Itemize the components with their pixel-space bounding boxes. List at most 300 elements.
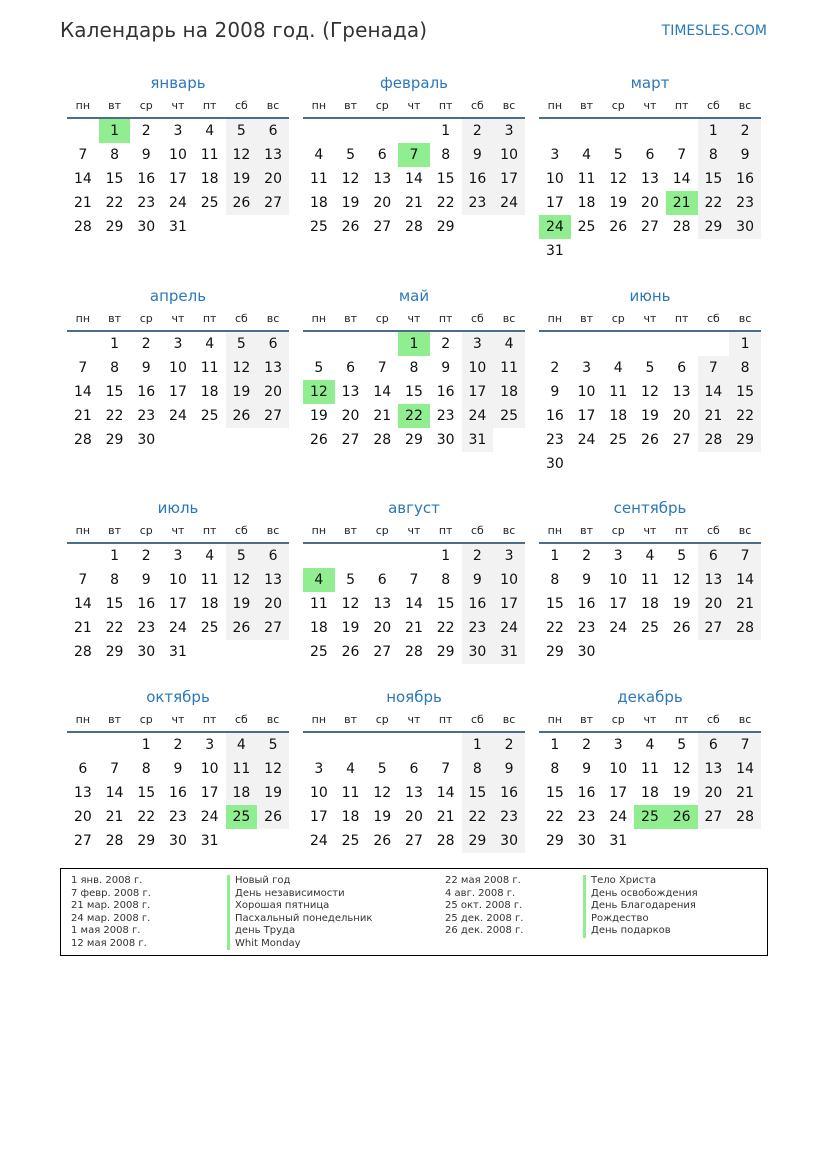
legend-date: 24 мар. 2008 г. [71, 912, 151, 924]
weekday-label: пт [438, 99, 453, 112]
day-cell: 6 [377, 572, 387, 588]
day-cell: 8 [550, 761, 560, 777]
day-cell: 4 [582, 147, 592, 163]
day-cell: 12 [672, 761, 691, 777]
day-cell: 28 [73, 219, 92, 235]
day-cell: 22 [105, 195, 124, 211]
empty-day-cell [226, 428, 258, 452]
week-row [539, 428, 761, 452]
day-cell: 16 [462, 592, 494, 616]
empty-day-cell [67, 733, 99, 757]
day-cell: 11 [200, 360, 219, 376]
day-cell: 20 [672, 408, 691, 424]
day-cell: 30 [137, 219, 156, 235]
day-cell: 17 [462, 380, 494, 404]
weekday-label: вт [580, 99, 593, 112]
weekday-label: вс [502, 99, 516, 112]
day-cell: 29 [462, 829, 494, 853]
day-cell: 1 [141, 737, 151, 753]
empty-day-cell [194, 428, 226, 452]
day-cell: 10 [609, 572, 628, 588]
day-cell: 10 [493, 143, 525, 167]
day-cell: 27 [373, 219, 392, 235]
empty-day-cell [99, 733, 131, 757]
weekday-label: пн [75, 312, 91, 325]
legend-holiday-name: День независимости [235, 887, 345, 899]
weekday-label: вт [580, 524, 593, 537]
legend-date: 26 дек. 2008 г. [445, 925, 524, 936]
day-cell: 11 [577, 171, 596, 187]
weekday-label: чт [171, 312, 185, 325]
day-cell: 15 [462, 781, 494, 805]
day-cell: 12 [641, 384, 659, 400]
empty-day-cell [335, 544, 367, 568]
day-cell: 12 [672, 572, 691, 588]
day-cell: 11 [493, 356, 525, 380]
day-cell: 28 [729, 616, 761, 640]
weekday-label: вс [738, 312, 752, 325]
day-cell: 6 [645, 147, 655, 163]
weekday-label: пт [674, 312, 689, 325]
empty-day-cell [303, 733, 335, 757]
day-cell: 30 [577, 833, 596, 849]
week-row [67, 544, 289, 568]
day-cell: 26 [609, 219, 628, 235]
holiday-legend [60, 868, 768, 956]
month-2 [303, 73, 525, 239]
empty-day-cell [257, 829, 289, 853]
day-cell: 7 [78, 147, 88, 163]
week-row [67, 143, 289, 167]
empty-day-cell [226, 829, 258, 853]
week-row [303, 404, 525, 428]
day-cell: 8 [462, 757, 494, 781]
day-cell: 11 [641, 761, 659, 777]
weekday-label: сб [234, 713, 248, 726]
day-cell: 5 [226, 544, 258, 568]
day-cell: 10 [169, 360, 187, 376]
day-cell: 20 [373, 620, 392, 636]
day-cell: 1 [550, 548, 560, 564]
day-cell: 16 [493, 781, 525, 805]
day-cell: 6 [677, 360, 687, 376]
day-cell: 30 [545, 456, 564, 472]
day-cell: 29 [436, 644, 455, 660]
week-row [67, 733, 289, 757]
day-cell: 16 [577, 596, 596, 612]
day-cell: 16 [169, 785, 187, 801]
day-cell: 21 [405, 620, 423, 636]
day-cell: 20 [641, 195, 659, 211]
day-cell: 19 [341, 195, 360, 211]
day-cell: 14 [672, 171, 691, 187]
week-row [539, 167, 761, 191]
day-cell: 6 [257, 119, 289, 143]
empty-day-cell [67, 544, 99, 568]
week-row [67, 757, 289, 781]
day-cell: 24 [309, 833, 328, 849]
month-name: октябрь [146, 688, 210, 706]
day-cell: 3 [205, 737, 215, 753]
day-cell: 30 [577, 644, 596, 660]
week-row [539, 191, 761, 215]
weekday-label: чт [407, 99, 421, 112]
day-cell: 3 [314, 761, 324, 777]
weekday-label: пт [202, 713, 217, 726]
week-row [539, 544, 761, 568]
week-row [67, 568, 289, 592]
empty-day-cell [366, 544, 398, 568]
day-cell: 16 [577, 785, 596, 801]
weekday-label: ср [611, 312, 625, 325]
empty-day-cell [666, 239, 698, 263]
day-cell: 16 [137, 384, 156, 400]
week-row [67, 404, 289, 428]
day-cell: 15 [698, 167, 730, 191]
weekday-label: пт [202, 99, 217, 112]
weekday-label: ср [139, 312, 153, 325]
day-cell: 15 [545, 785, 564, 801]
weekday-label: сб [706, 713, 720, 726]
weekday-header [67, 522, 289, 544]
week-row [67, 356, 289, 380]
day-cell: 12 [257, 757, 289, 781]
day-cell: 17 [169, 384, 187, 400]
day-cell: 24 [169, 620, 187, 636]
weekday-header [303, 522, 525, 544]
month-name: февраль [379, 74, 449, 92]
week-row [539, 640, 761, 664]
weekday-header [303, 97, 525, 119]
site-link[interactable]: TIMESLES.COM [661, 23, 767, 39]
day-cell: 7 [409, 572, 419, 588]
weekday-label: вс [738, 713, 752, 726]
weekday-label: пт [674, 524, 689, 537]
weekday-label: пн [75, 713, 91, 726]
weekday-label: пт [674, 99, 689, 112]
weekday-label: чт [171, 713, 185, 726]
day-cell: 29 [545, 644, 564, 660]
legend-holiday-name: Whit Monday [235, 937, 301, 949]
day-cell: 8 [698, 143, 730, 167]
empty-day-cell [303, 332, 335, 356]
day-cell: 1 [441, 548, 451, 564]
weekday-label: пн [311, 524, 327, 537]
weekday-label: вт [344, 312, 357, 325]
day-cell: 18 [577, 195, 596, 211]
weekday-label: сб [470, 713, 484, 726]
day-cell: 18 [493, 380, 525, 404]
weekday-label: вс [266, 99, 280, 112]
day-cell: 23 [577, 809, 596, 825]
day-cell: 24 [609, 620, 628, 636]
week-row [67, 332, 289, 356]
day-cell: 7 [677, 147, 687, 163]
day-cell: 28 [73, 432, 92, 448]
day-cell: 13 [373, 171, 392, 187]
day-cell: 27 [373, 644, 392, 660]
day-cell: 10 [309, 785, 328, 801]
week-row [67, 215, 289, 239]
week-row [539, 805, 761, 829]
day-cell: 3 [462, 332, 494, 356]
day-cell: 11 [226, 757, 258, 781]
day-cell: 5 [346, 572, 356, 588]
weekday-label: чт [407, 312, 421, 325]
day-cell: 9 [582, 761, 592, 777]
empty-day-cell [335, 332, 367, 356]
day-cell: 18 [641, 785, 659, 801]
weekday-label: пн [547, 713, 563, 726]
weekday-label: вт [344, 713, 357, 726]
day-cell: 29 [137, 833, 156, 849]
weekday-label: чт [643, 312, 657, 325]
week-row [303, 143, 525, 167]
day-cell: 24 [200, 809, 219, 825]
week-row [67, 616, 289, 640]
day-cell: 4 [314, 147, 324, 163]
day-cell: 6 [257, 544, 289, 568]
weekday-label: ср [139, 99, 153, 112]
month-4 [67, 286, 289, 452]
day-cell: 15 [436, 596, 455, 612]
day-cell: 29 [698, 215, 730, 239]
legend-holiday-name: День Благодарения [591, 900, 696, 911]
day-cell: 17 [545, 195, 564, 211]
weekday-label: вс [266, 524, 280, 537]
legend-holiday-name: Хорошая пятница [235, 900, 330, 911]
day-cell: 25 [577, 219, 596, 235]
week-row [539, 404, 761, 428]
week-row [539, 568, 761, 592]
day-cell: 12 [226, 356, 258, 380]
week-row [67, 167, 289, 191]
day-cell: 8 [441, 147, 451, 163]
day-cell: 26 [672, 620, 691, 636]
day-cell: 9 [729, 143, 761, 167]
week-row [303, 191, 525, 215]
empty-day-cell [366, 119, 398, 143]
day-cell: 5 [677, 548, 687, 564]
day-cell: 23 [577, 620, 596, 636]
empty-day-cell [666, 332, 698, 356]
day-cell: 28 [405, 644, 423, 660]
day-cell: 20 [341, 408, 360, 424]
day-cell: 9 [462, 568, 494, 592]
month-name: август [388, 499, 440, 517]
day-cell: 3 [613, 548, 623, 564]
week-row [539, 356, 761, 380]
day-cell: 20 [405, 809, 423, 825]
week-row [303, 544, 525, 568]
empty-day-cell [634, 640, 666, 664]
day-cell: 22 [545, 809, 564, 825]
day-cell: 8 [110, 360, 120, 376]
day-cell: 16 [436, 384, 455, 400]
day-cell: 25 [641, 620, 659, 636]
day-cell: 4 [205, 548, 215, 564]
empty-day-cell [666, 640, 698, 664]
day-cell: 28 [672, 219, 691, 235]
week-row [303, 356, 525, 380]
empty-day-cell [398, 119, 430, 143]
weekday-label: пн [311, 99, 327, 112]
day-cell: 1 [398, 332, 430, 356]
weekday-label: сб [706, 524, 720, 537]
day-cell: 7 [698, 356, 730, 380]
month-name: декабрь [617, 688, 683, 706]
weekday-label: ср [375, 713, 389, 726]
weekday-label: вс [502, 524, 516, 537]
day-cell: 21 [729, 592, 761, 616]
day-cell: 26 [226, 191, 258, 215]
empty-day-cell [493, 428, 525, 452]
day-cell: 6 [346, 360, 356, 376]
day-cell: 20 [73, 809, 92, 825]
week-row [303, 733, 525, 757]
day-cell: 27 [405, 833, 423, 849]
week-row [539, 380, 761, 404]
day-cell: 7 [110, 761, 120, 777]
week-row [303, 380, 525, 404]
day-cell: 19 [226, 167, 258, 191]
day-cell: 31 [493, 640, 525, 664]
weekday-label: вс [738, 524, 752, 537]
day-cell: 15 [436, 171, 455, 187]
week-row [67, 805, 289, 829]
weekday-label: чт [643, 99, 657, 112]
weekday-header [539, 97, 761, 119]
day-cell: 9 [141, 360, 151, 376]
week-row [303, 757, 525, 781]
day-cell: 19 [609, 195, 628, 211]
day-cell: 10 [200, 761, 219, 777]
empty-day-cell [634, 829, 666, 853]
day-cell: 22 [729, 404, 761, 428]
weekday-label: вт [580, 312, 593, 325]
day-cell: 8 [550, 572, 560, 588]
day-cell: 4 [346, 761, 356, 777]
legend-holiday-name: Рождество [591, 912, 649, 924]
day-cell: 9 [141, 572, 151, 588]
weekday-label: вс [266, 713, 280, 726]
day-cell: 20 [257, 167, 289, 191]
day-cell: 12 [303, 380, 335, 404]
empty-day-cell [335, 119, 367, 143]
month-name: сентябрь [613, 499, 687, 517]
day-cell: 23 [137, 195, 156, 211]
day-cell: 5 [377, 761, 387, 777]
week-row [303, 829, 525, 853]
day-cell: 15 [105, 596, 124, 612]
weekday-label: вс [738, 99, 752, 112]
day-cell: 21 [373, 408, 392, 424]
day-cell: 19 [672, 785, 691, 801]
day-cell: 14 [405, 596, 423, 612]
day-cell: 19 [257, 781, 289, 805]
day-cell: 22 [105, 408, 124, 424]
day-cell: 10 [493, 568, 525, 592]
day-cell: 16 [137, 596, 156, 612]
day-cell: 1 [99, 119, 131, 143]
empty-day-cell [602, 239, 634, 263]
legend-holiday-name: День освобождения [591, 887, 698, 899]
empty-day-cell [698, 332, 730, 356]
empty-day-cell [666, 829, 698, 853]
empty-day-cell [571, 119, 603, 143]
day-cell: 29 [729, 428, 761, 452]
day-cell: 24 [169, 408, 187, 424]
day-cell: 23 [462, 616, 494, 640]
day-cell: 14 [729, 568, 761, 592]
day-cell: 10 [609, 761, 628, 777]
day-cell: 14 [105, 785, 124, 801]
legend-date: 7 февр. 2008 г. [71, 887, 151, 899]
day-cell: 9 [493, 757, 525, 781]
page-title: Календарь на 2008 год. (Гренада) [60, 18, 428, 42]
day-cell: 10 [169, 147, 187, 163]
day-cell: 3 [493, 119, 525, 143]
day-cell: 29 [105, 219, 124, 235]
empty-day-cell [257, 215, 289, 239]
week-row [539, 143, 761, 167]
weekday-label: ср [375, 312, 389, 325]
week-row [539, 452, 761, 476]
day-cell: 11 [341, 785, 360, 801]
day-cell: 13 [341, 384, 360, 400]
day-cell: 4 [303, 568, 335, 592]
weekday-label: вс [266, 312, 280, 325]
empty-day-cell [698, 640, 730, 664]
day-cell: 23 [545, 432, 564, 448]
month-name: март [630, 74, 670, 92]
day-cell: 5 [346, 147, 356, 163]
day-cell: 22 [105, 620, 124, 636]
week-row [67, 781, 289, 805]
day-cell: 25 [200, 195, 219, 211]
day-cell: 26 [226, 616, 258, 640]
day-cell: 2 [462, 544, 494, 568]
day-cell: 7 [441, 761, 451, 777]
day-cell: 22 [137, 809, 156, 825]
weekday-header [67, 97, 289, 119]
day-cell: 13 [257, 568, 289, 592]
empty-day-cell [366, 332, 398, 356]
day-cell: 9 [173, 761, 183, 777]
weekday-label: сб [470, 312, 484, 325]
month-name: июль [157, 499, 199, 517]
day-cell: 13 [373, 596, 392, 612]
day-cell: 28 [698, 428, 730, 452]
day-cell: 11 [609, 384, 628, 400]
day-cell: 22 [462, 805, 494, 829]
day-cell: 9 [582, 572, 592, 588]
day-cell: 7 [78, 572, 88, 588]
weekday-label: пн [547, 99, 563, 112]
day-cell: 10 [462, 356, 494, 380]
month-7 [67, 498, 289, 664]
weekday-label: пт [438, 713, 453, 726]
weekday-label: ср [375, 524, 389, 537]
day-cell: 24 [609, 809, 628, 825]
empty-day-cell [398, 544, 430, 568]
empty-day-cell [698, 452, 730, 476]
day-cell: 26 [257, 805, 289, 829]
day-cell: 8 [110, 572, 120, 588]
day-cell: 6 [377, 147, 387, 163]
day-cell: 7 [729, 544, 761, 568]
day-cell: 21 [73, 408, 92, 424]
